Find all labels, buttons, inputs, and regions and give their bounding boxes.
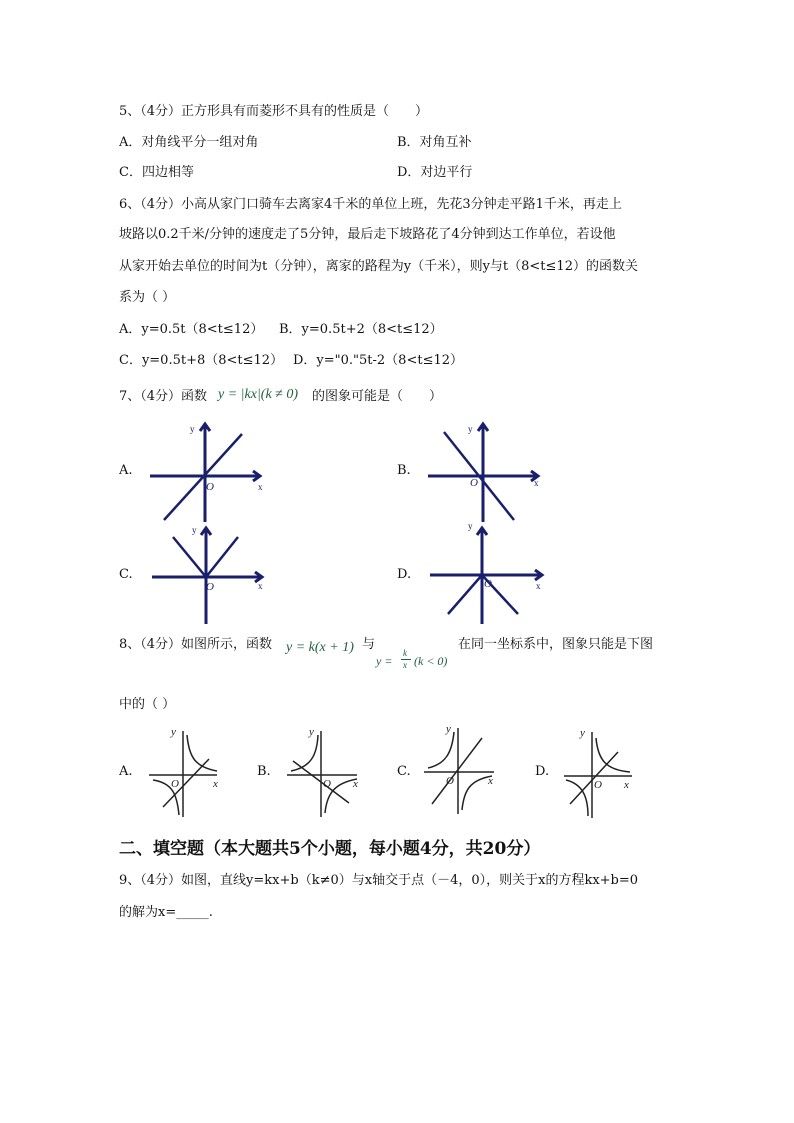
- q7-a-x-label: x: [258, 482, 263, 492]
- q8-stem-suffix: 在同一坐标系中，图象只能是下图: [458, 637, 654, 652]
- q7-a-origin: O: [206, 481, 214, 493]
- q8-option-b-label: B.: [257, 764, 271, 779]
- q5-stem: 5、（4分）正方形具有而菱形不具有的性质是（ ）: [119, 104, 429, 119]
- q8-formula-1: y = k(x + 1): [286, 640, 354, 655]
- q6-stem-line1: 6、（4分）小高从家门口骑车去离家4千米的单位上班，先花3分钟走平路1千米，再走上: [119, 197, 622, 212]
- q8-d-y-label: y: [580, 727, 585, 739]
- q8-c-y-label: y: [446, 723, 451, 735]
- q5-option-a: A．对角线平分一组对角: [119, 135, 259, 150]
- q6-option-a: A．y=0.5t（8<t≤12）: [119, 322, 264, 337]
- q8-option-a-label: A.: [119, 764, 133, 779]
- q7-graph-a: [140, 418, 270, 526]
- q7-b-x-label: x: [534, 478, 539, 488]
- q7-stem-prefix: 7、（4分）函数: [119, 389, 208, 404]
- q8-stem-line2: 中的（ ）: [119, 697, 176, 712]
- q8-graph-c: [420, 722, 502, 817]
- q8-formula-2-num: k: [403, 648, 407, 658]
- q7-a-y-label: y: [190, 424, 195, 434]
- q8-graph-d: [560, 726, 640, 821]
- q8-c-origin: O: [446, 775, 454, 787]
- q7-formula: y = |kx|(k ≠ 0): [218, 387, 299, 402]
- q7-b-y-label: y: [468, 424, 473, 434]
- q8-a-origin: O: [171, 778, 179, 790]
- q8-d-origin: O: [594, 779, 602, 791]
- q8-a-y-label: y: [171, 726, 176, 738]
- q5-option-d: D．对边平行: [397, 165, 473, 180]
- q7-graph-d: [420, 520, 550, 628]
- q7-d-origin: O: [484, 578, 492, 590]
- q8-stem-prefix: 8、（4分）如图所示，函数: [119, 637, 273, 652]
- q7-c-origin: O: [206, 581, 214, 593]
- q8-formula-2-den: x: [403, 660, 407, 670]
- q8-b-origin: O: [323, 778, 331, 790]
- q8-b-y-label: y: [309, 726, 314, 738]
- q8-option-d-label: D.: [535, 764, 550, 779]
- q7-option-c-label: C.: [119, 567, 133, 582]
- q8-formula-2-cond: (k < 0): [414, 654, 448, 668]
- q6-option-c: C．y=0.5t+8（8<t≤12）: [119, 353, 284, 368]
- q8-d-x-label: x: [624, 779, 629, 791]
- q7-c-x-label: x: [258, 581, 263, 591]
- q6-stem-line2: 坡路以0.2千米/分钟的速度走了5分钟，最后走下坡路花了4分钟到达工作单位，若设他: [119, 227, 616, 242]
- q8-c-x-label: x: [488, 775, 493, 787]
- q8-graph-b: [283, 725, 363, 820]
- q8-stem-mid: 与: [362, 637, 376, 652]
- q7-b-origin: O: [470, 477, 478, 489]
- q9-stem-line1: 9、（4分）如图，直线y=kx+b（k≠0）与x轴交于点（－4，0），则关于x的方程kx+b=0: [119, 873, 639, 888]
- q7-option-b-label: B.: [397, 463, 411, 478]
- q8-graph-a: [145, 725, 225, 820]
- q7-c-y-label: y: [192, 525, 197, 535]
- q8-b-x-label: x: [353, 778, 358, 790]
- q5-option-b: B．对角互补: [397, 135, 472, 150]
- q6-option-d: D．y="0."5t-2（8<t≤12）: [293, 353, 464, 368]
- q7-graph-b: [418, 418, 548, 526]
- q7-d-x-label: x: [536, 581, 541, 591]
- q6-option-b: B．y=0.5t+2（8<t≤12）: [279, 322, 443, 337]
- q8-option-c-label: C.: [397, 764, 411, 779]
- q7-d-y-label: y: [468, 521, 473, 531]
- q7-option-d-label: D.: [397, 567, 412, 582]
- q6-stem-line4: 系为（ ）: [119, 290, 176, 305]
- q6-stem-line3: 从家开始去单位的时间为t（分钟），离家的路程为y（千米），则y与t（8<t≤12）的函数关: [119, 259, 638, 274]
- q7-stem-suffix: 的图象可能是（ ）: [312, 389, 443, 404]
- q7-graph-c: [140, 524, 270, 628]
- q9-stem-line2: 的解为x=_____.: [119, 905, 213, 920]
- q7-option-a-label: A.: [119, 463, 133, 478]
- q8-a-x-label: x: [213, 778, 218, 790]
- q5-option-c: C．四边相等: [119, 165, 194, 180]
- q8-formula-2-lhs: y =: [376, 654, 393, 668]
- section-2-heading: 二、填空题（本大题共5个小题，每小题4分，共20分）: [119, 839, 541, 859]
